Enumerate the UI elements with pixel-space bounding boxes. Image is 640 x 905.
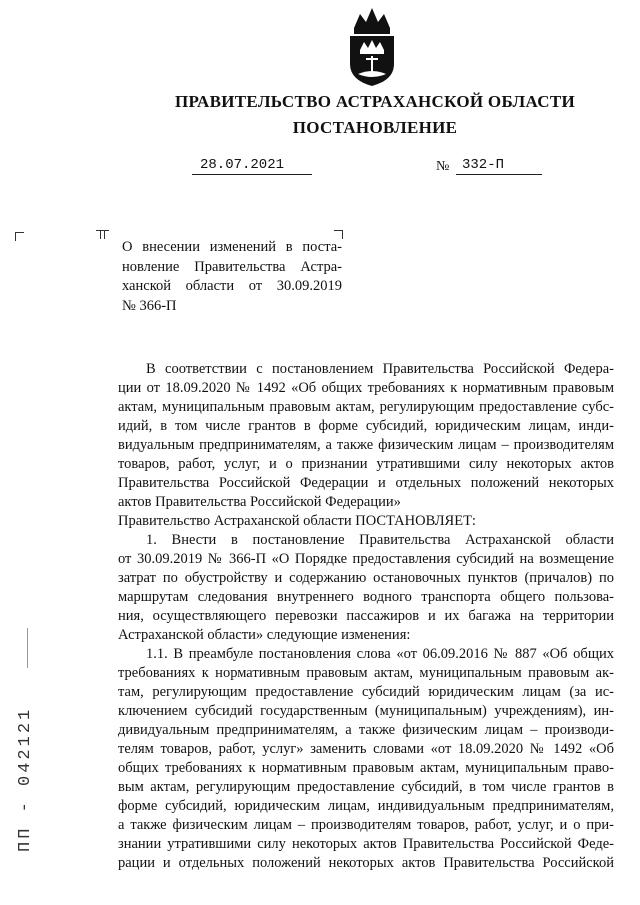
body-line: ции от 18.09.2020 № 1492 «Об общих требованиях к нормативным правовым: [118, 380, 614, 396]
body-line: знании утратившими силу некоторых актов Правительства Российской Феде-: [118, 836, 614, 852]
document-subject: [122, 238, 342, 316]
body-line: 1. Внести в постановление Правительства Астраханской области: [146, 532, 614, 548]
margin-mark: [27, 628, 28, 668]
body-line: товаров, работ, услуг, и о признании утратившими силу некоторых актов: [118, 456, 614, 472]
body-line: телям товаров, работ, услуг» заменить словами «от 18.09.2020 № 1492 «Об: [118, 741, 614, 757]
document-type: ПОСТАНОВЛЕНИЕ: [292, 118, 458, 137]
body-line: общих требованиях к нормативным правовым актам, муниципальным право-: [118, 760, 614, 776]
corner-mark: [15, 232, 24, 241]
body-line: там, регулирующим предоставление субсидий юридическим лицам (за ис-: [118, 684, 614, 700]
body-line: идий, в том числе грантов в форме субсидий, юридическим лицам, инди-: [118, 418, 614, 434]
subject-line: новление Правительства Астра-: [122, 258, 342, 275]
body-line: затрат по обустройству и содержанию остановочных пунктов (причалов) по: [118, 570, 614, 586]
body-line: от 30.09.2019 № 366-П «О Порядке предоставления субсидий на возмещение: [118, 551, 614, 567]
number-label: №: [436, 159, 450, 174]
body-line: ключением субсидий государственным (муниципальным) учреждениям), ин-: [118, 703, 614, 719]
body-line: Правительства Российской Федерации и отдельных положений некоторых: [118, 475, 614, 491]
body-line: В соответствии с постановлением Правительства Российской Федера-: [146, 361, 614, 377]
body-line: форме субсидий, юридическим лицам, индивидуальным предпринимателям,: [118, 798, 614, 814]
body-line: Астраханской области» следующие изменения:: [118, 627, 411, 643]
document-date: 28.07.2021: [192, 157, 312, 175]
body-line: маршрутам следования внутреннего водного транспорта общего пользова-: [118, 589, 614, 605]
body-line: дивидуальным предпринимателям, а также физическим лицам – производи-: [118, 722, 614, 738]
body-line: а также физическим лицам – производителям товаров, работ, услуг, и о при-: [118, 817, 614, 833]
body-line: требованиях к нормативным правовым актам, муниципальным правовым ак-: [118, 665, 614, 681]
body-line: ния, осуществляющего перевозки пассажиров и их багажа на территории: [118, 608, 614, 624]
subject-line: ханской области от 30.09.2019: [122, 278, 342, 294]
subject-line: № 366-П: [122, 297, 177, 314]
document-number: 332-П: [456, 157, 542, 175]
body-line: рации и отдельных положений некоторых актов Правительства Российской: [118, 855, 614, 871]
corner-mark: [96, 230, 105, 239]
side-registration-code: ПП - 042121: [16, 706, 35, 852]
body-line: актов Правительства Российской Федерации»: [118, 494, 401, 510]
government-title: ПРАВИТЕЛЬСТВО АСТРАХАНСКОЙ ОБЛАСТИ: [175, 92, 575, 111]
body-line: 1.1. В преамбуле постановления слова «от 06.09.2016 № 887 «Об общих: [146, 646, 614, 662]
body-line: Правительство Астраханской области ПОСТАНОВЛЯЕТ:: [118, 513, 476, 529]
coat-of-arms-icon: [346, 6, 398, 88]
body-line: вым актам, регулирующим предоставление субсидий, в том числе грантов в: [118, 779, 614, 795]
document-body: [118, 360, 614, 873]
body-line: актам, муниципальным правовым актам, регулирующим предоставление субс-: [118, 399, 614, 415]
body-line: видуальным предпринимателям, а также физическим лицам – производителям: [118, 437, 614, 453]
subject-line: О внесении изменений в поста-: [122, 239, 342, 255]
